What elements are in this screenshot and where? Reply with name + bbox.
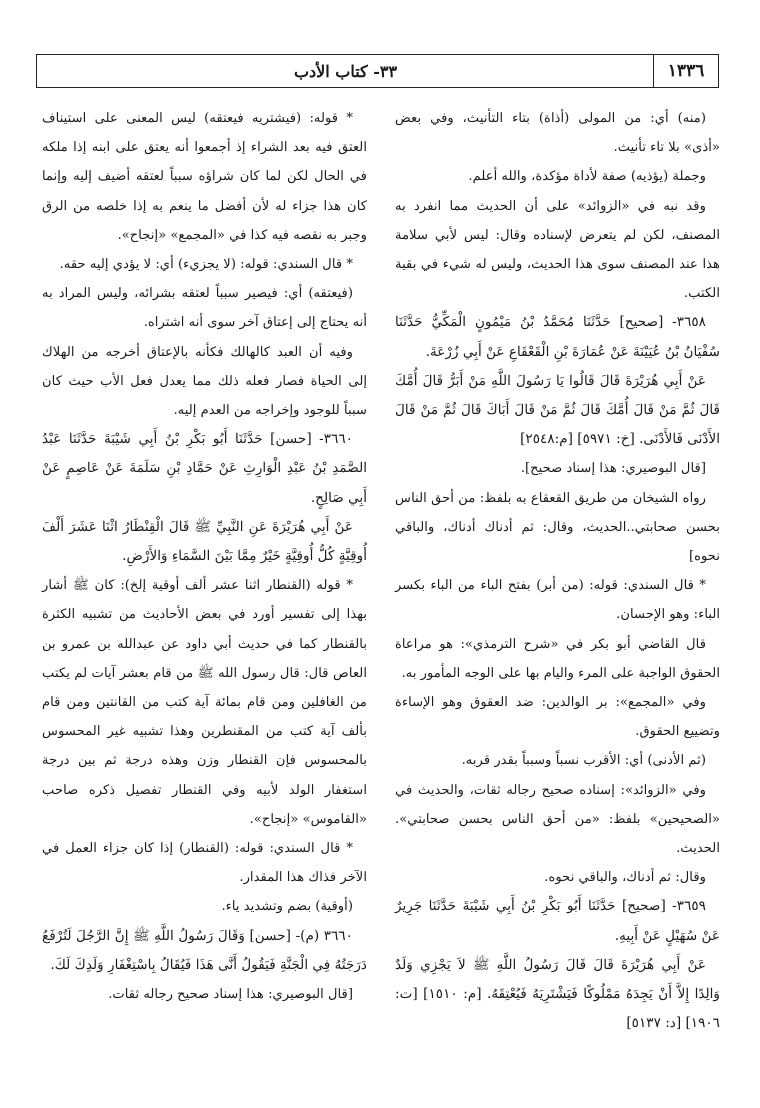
hadith-text: عَنْ أَبِي هُرَيْرَةَ عَنِ النَّبِيِّ ﷺ قَالَ الْقِنْطَارُ اثْنَا عَشَرَ أَلْفَ أُوقِيَّةٍ كُلُّ أُوقِيَّةٍ خَيْرٌ مِمَّا بَيْنَ السَّمَاءِ وَالأَرْضِ. xyxy=(42,518,367,565)
paragraph: رواه الشيخان من طريق القعقاع به بلفظ: من أحق الناس بحسن صحابتي..الحديث، وقال: ثم أدناك أدناك، والباقي نحوه] xyxy=(395,490,720,565)
commentary-note: * قوله (القنطار اثنا عشر ألف أوقية إلخ): كان ﷺ أشار بهذا إلى تفسير أورد في بعض الأحاديث من تشبيه الكثرة بالقنطار كما في حديث أبي داود عن عبدالله بن عمرو بن العاص قال: قال رسول الله ﷺ من قام بعشر آيات لم يكتب من الغافلين ومن قام بمائة آية كتب من القانتين ومن قام بألف آية كتب من المقنطرين وهذا تشبيه غير المحسوس بالمحسوس فإن القنطار وزن وهذه درجة ثم بين درجة استغفار الولد لأبيه وفي القنطار تفصيل ذكره صاحب «القاموس» «إنجاح». xyxy=(42,578,367,827)
paragraph: قال القاضي أبو بكر في «شرح الترمذي»: هو مراعاة الحقوق الواجبة على المرء واليام بها على الوجه المأمور به. xyxy=(395,636,720,681)
hadith-text: عَنْ أَبِي هُرَيْرَةَ قَالَ قَالَ رَسُولُ اللَّهِ ﷺ لاَ يَجْزِي وَلَدٌ وَالِدًا إِلاَّ أَنْ يَجِدَهُ مَمْلُوكًا فَيَشْتَرِيَهُ فَيُعْتِقَهُ. [م: ١٥١٠] [ت: ١٩٠٦] [د: ٥١٣٧] xyxy=(395,956,720,1032)
paragraph: وقد نبه في «الزوائد» على أن الحديث مما انفرد به المصنف، لكن لم يتعرض لإسناده وقال: ليس لأبي سلامة هذا عند المصنف سوى هذا الحديث، وليس له شيء في بقية الكتب. xyxy=(395,198,720,302)
paragraph: وقال: ثم أدناك، والباقي نحوه. xyxy=(544,870,706,886)
paragraph: (منه) أي: من المولى (أذاة) بتاء التأنيث، وفي بعض «أذى» بلا تاء تأنيث. xyxy=(395,111,720,156)
commentary-note: * قال السندي: قوله: (القنطار) إذا كان جزاء العمل في الآخر فذاك هذا المقدار. xyxy=(42,841,367,886)
hadith-text: ٣٦٦٠ (م)- [حسن] وَقَالَ رَسُولُ اللَّهِ ﷺ إِنَّ الرَّجُلَ لَتُرْفَعُ دَرَجَتُهُ فِي الْجَنَّةِ فَيَقُولُ أَنَّى هَذَا فَيُقَالُ بِاسْتِغْفَارِ وَلَدِكَ لَكَ. xyxy=(42,927,367,973)
page-header xyxy=(36,54,719,88)
paragraph: (ثم الأدنى) أي: الأقرب نسباً وسبباً بقدر قربه. xyxy=(461,753,706,769)
commentary-note: * قال السندي: قوله: (لا يجزيء) أي: لا يؤدي إليه حقه. xyxy=(59,257,353,273)
hadith-text: عَنْ أَبِي هُرَيْرَةَ قَالَ قَالُوا يَا رَسُولَ اللَّهِ مَنْ أَبَرُّ قَالَ أُمَّكَ قَالَ ثُمَّ مَنْ قَالَ أُمَّكَ قَالَ ثُمَّ مَنْ قَالَ أَبَاكَ قَالَ ثُمَّ مَنْ قَالَ الأَدْنَى فَالأَدْنَى. [خ: ٥٩٧١] [م:٢٥٤٨] xyxy=(395,372,720,448)
commentary-note: * قال السندي: قوله: (من أبر) بفتح الباء من الباء بكسر الباء: وهو الإحسان. xyxy=(395,578,720,623)
left-column xyxy=(42,104,367,1009)
hadith-isnad: ٣٦٥٩- [صحيح] حَدَّثَنَا أَبُو بَكْرِ بْنُ أَبِي شَيْبَةَ حَدَّثَنَا جَرِيرٌ عَنْ سُهَيْلٍ عَنْ أَبِيهِ. xyxy=(395,898,720,944)
hadith-isnad: ٣٦٥٨- [صحيح] حَدَّثَنَا مُحَمَّدُ بْنُ مَيْمُونٍ الْمَكِّيُّ حَدَّثَنَا سُفْيَانُ بْنُ عُيَيْنَةَ عَنْ عُمَارَةَ بْنِ الْقَعْقَاعِ عَنْ أَبِي زُرْعَةَ. xyxy=(395,314,720,360)
chapter-title: ٣٣- كتاب الأدب xyxy=(293,61,398,81)
right-column xyxy=(395,104,720,1039)
paragraph: [قال البوصيري: هذا إسناد صحيح رجاله ثقات. xyxy=(108,987,353,1003)
page-number: ١٣٣٦ xyxy=(653,55,718,87)
paragraph: وفي «المجمع»: بر الوالدين: ضد العقوق وهو الإساءة وتضييع الحقوق. xyxy=(395,695,720,740)
commentary-note: * قوله: (فيشتريه فيعتقه) ليس المعنى على استيناف العتق فيه بعد الشراء إذ أجمعوا أنه يعتق على ابنه إذا ملكه في الحال لكن لما كان شراؤه سبباً لعتقه أضيف إليه وإنما كان هذا جزاء له لأن أفضل ما ينعم به إذا خلصه من الرق وجبر به نقصه فيه كذا في «المجمع» «إنجاح». xyxy=(42,111,367,243)
paragraph: وفيه أن العبد كالهالك فكأنه بالإعتاق أخرجه من الهلاك إلى الحياة فصار فعله ذلك مما يعدل فعل الأب حيث كان سبباً للوجود وإخراجه من العدم إليه. xyxy=(42,344,367,419)
paragraph: (أوقية) بضم وتشديد ياء. xyxy=(221,899,353,915)
paragraph: وجملة (يؤذيه) صفة لأداة مؤكدة، والله أعلم. xyxy=(468,169,706,185)
paragraph: [قال البوصيري: هذا إسناد صحيح]. xyxy=(520,461,706,477)
paragraph: (فيعتقه) أي: فيصير سبباً لعتقه بشرائه، وليس المراد به أنه يحتاج إلى إعتاق آخر سوى أنه اشتراه. xyxy=(42,286,367,331)
paragraph: وفي «الزوائد»: إسناده صحيح رجاله ثقات، والحديث في «الصحيحين» بلفظ: «من أحق الناس بحسن صحابتي». الحديث. xyxy=(395,782,720,857)
hadith-isnad: ٣٦٦٠- [حسن] حَدَّثَنَا أَبُو بَكْرِ بْنُ أَبِي شَيْبَةَ حَدَّثَنَا عَبْدُ الصَّمَدِ بْنُ عَبْدِ الْوَارِثِ عَنْ حَمَّادِ بْنِ سَلَمَةَ عَنْ عَاصِمٍ عَنْ أَبِي صَالِحٍ. xyxy=(42,431,367,506)
